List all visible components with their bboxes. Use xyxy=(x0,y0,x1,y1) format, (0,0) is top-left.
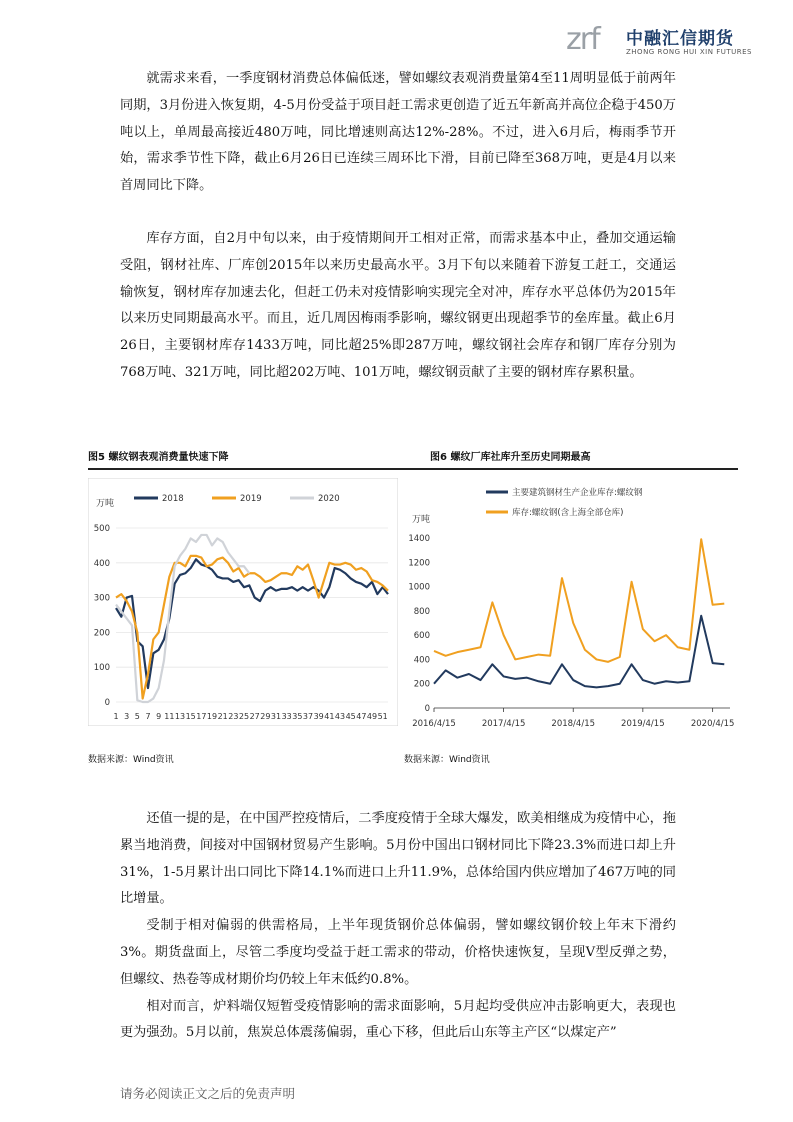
y-axis-unit: 万吨 xyxy=(412,515,431,525)
paragraph-demand: 就需求来看，一季度钢材消费总体偏低迷，譬如螺纹表观消费量第4至11周明显低于前两年同期，3月份进入恢复期，4-5月份受益于项目赶工需求更创造了近五年新高并高位企稳于450万吨以上，单周最高接近480万吨，同比增速则高达12%-28%。不过，进入6月后，梅雨季节开始，需求季节性下降，截止6月26日已连续三周环比下滑，目前已降至368万吨，更是4月以来首周同比下降。 xyxy=(120,71,676,194)
x-tick-label: 7 xyxy=(145,712,151,721)
x-tick-label: 11 xyxy=(164,712,175,721)
paragraph-prices: 受制于相对偏弱的供需格局，上半年现货钢价总体偏弱，譬如螺纹钢价较上年末下滑约3%。期货盘面上，尽管二季度均受益于赶工需求的带动，价格快速恢复，呈现V型反弹之势，但螺纹、热卷等成材期价均仍较上年末低约0.8%。 xyxy=(120,918,676,987)
x-tick-label: 23 xyxy=(228,712,239,721)
x-tick-label: 29 xyxy=(260,712,271,721)
x-tick-label: 2017/4/15 xyxy=(481,719,526,729)
y-tick-label: 200 xyxy=(413,679,430,690)
figure5-source: 数据来源：Wind资讯 xyxy=(88,755,174,765)
body-text-bottom xyxy=(120,806,676,1047)
y-tick-label: 400 xyxy=(93,558,110,569)
x-tick-label: 21 xyxy=(217,712,228,721)
legend-label: 库存:螺纹钢(含上海全部仓库) xyxy=(512,508,624,518)
x-tick-label: 27 xyxy=(249,712,260,721)
y-tick-label: 600 xyxy=(413,631,430,642)
x-tick-label: 25 xyxy=(238,712,250,721)
x-tick-label: 43 xyxy=(334,712,346,721)
x-tick-label: 15 xyxy=(185,712,196,721)
legend-label: 2018 xyxy=(162,494,184,504)
x-tick-label: 19 xyxy=(206,712,218,721)
y-tick-label: 1000 xyxy=(408,582,430,593)
chart-frame xyxy=(88,478,398,726)
logo-mark: zrf xyxy=(566,22,599,57)
x-tick-label: 2016/4/15 xyxy=(412,719,456,729)
x-tick-label: 39 xyxy=(313,712,324,721)
x-tick-label: 9 xyxy=(156,712,162,721)
figure6-title: 图6 螺纹厂库社库升至历史同期最高 xyxy=(430,452,591,463)
x-tick-label: 2020/4/15 xyxy=(690,719,735,729)
x-tick-label: 45 xyxy=(345,712,356,721)
x-tick-label: 41 xyxy=(324,712,335,721)
chart-consumption xyxy=(88,478,398,726)
y-tick-label: 400 xyxy=(413,655,430,666)
y-tick-label: 1200 xyxy=(408,558,430,569)
y-tick-label: 300 xyxy=(93,593,110,604)
x-tick-label: 17 xyxy=(196,712,207,721)
logo-chinese-name: 中融汇信期货 xyxy=(626,29,734,49)
chart-inventory xyxy=(404,478,740,740)
disclaimer-footer: 请务必阅读正文之后的免责声明 xyxy=(120,1086,296,1101)
paragraph-inventory: 库存方面，自2月中旬以来，由于疫情期间开工相对正常，而需求基本中止，叠加交通运输受阻，钢材社库、厂库创2015年以来历史最高水平。3月下旬以来随着下游复工赶工，交通运输恢复，钢材库存加速去化，但赶工仍未对疫情影响实现完全对冲，库存水平总体仍为2015年以来历史同期最高水平。而且，近几周因梅雨季影响，螺纹钢更出现超季节的垒库量。截止6月26日，主要钢材库存1433万吨，同比超25%即287万吨，螺纹钢社会库存和钢厂库存分别为768万吨、321万吨，同比超202万吨、101万吨，螺纹钢贡献了主要的钢材库存累积量。 xyxy=(120,231,676,380)
x-tick-label: 1 xyxy=(113,712,119,721)
x-tick-label: 31 xyxy=(270,712,282,721)
y-tick-label: 1400 xyxy=(408,534,430,544)
body-text-top xyxy=(120,66,676,200)
logo-english-name: ZHONG RONG HUI XIN FUTURES xyxy=(626,48,752,56)
x-tick-label: 49 xyxy=(366,712,378,721)
series-line-1 xyxy=(434,539,724,662)
series-line-0 xyxy=(434,616,724,688)
legend-label: 2019 xyxy=(240,494,262,504)
legend-label: 主要建筑钢材生产企业库存:螺纹钢 xyxy=(512,488,643,498)
y-tick-label: 0 xyxy=(424,704,430,714)
x-tick-label: 2018/4/15 xyxy=(551,719,596,729)
y-tick-label: 200 xyxy=(93,628,110,639)
figure-divider xyxy=(88,468,738,470)
paragraph-raw-materials: 相对而言，炉料端仅短暂受疫情影响的需求面影响，5月起均受供应冲击影响更大，表现也更为强劲。5月以前，焦炭总体震荡偏弱，重心下移，但此后山东等主产区“以煤定产” xyxy=(120,998,676,1041)
paragraph-trade: 还值一提的是，在中国严控疫情后，二季度疫情于全球大爆发，欧美相继成为疫情中心，拖累当地消费，间接对中国钢材贸易产生影响。5月份中国出口钢材同比下降23.3%而进口却上升31%，1-5月累计出口同比下降14.1%而进口上升11.9%，总体给国内供应增加了467万吨的同比增量。 xyxy=(120,811,676,907)
body-text-inventory xyxy=(120,226,676,387)
x-tick-label: 51 xyxy=(377,712,388,721)
x-tick-label: 35 xyxy=(292,712,303,721)
y-tick-label: 800 xyxy=(413,606,430,617)
x-tick-label: 13 xyxy=(174,712,186,721)
figure5-title: 图5 螺纹钢表观消费量快速下降 xyxy=(88,452,229,463)
legend-label: 2020 xyxy=(318,494,340,504)
x-tick-label: 5 xyxy=(134,712,140,721)
x-tick-label: 33 xyxy=(281,712,292,721)
y-tick-label: 500 xyxy=(93,524,110,534)
figure6-source: 数据来源：Wind资讯 xyxy=(404,755,490,765)
company-logo xyxy=(566,22,766,62)
y-tick-label: 100 xyxy=(93,663,110,674)
x-tick-label: 3 xyxy=(124,712,130,721)
x-tick-label: 37 xyxy=(302,712,314,721)
x-tick-label: 47 xyxy=(356,712,367,721)
x-tick-label: 2019/4/15 xyxy=(621,719,665,729)
y-axis-unit: 万吨 xyxy=(96,499,115,509)
y-tick-label: 0 xyxy=(104,698,110,708)
